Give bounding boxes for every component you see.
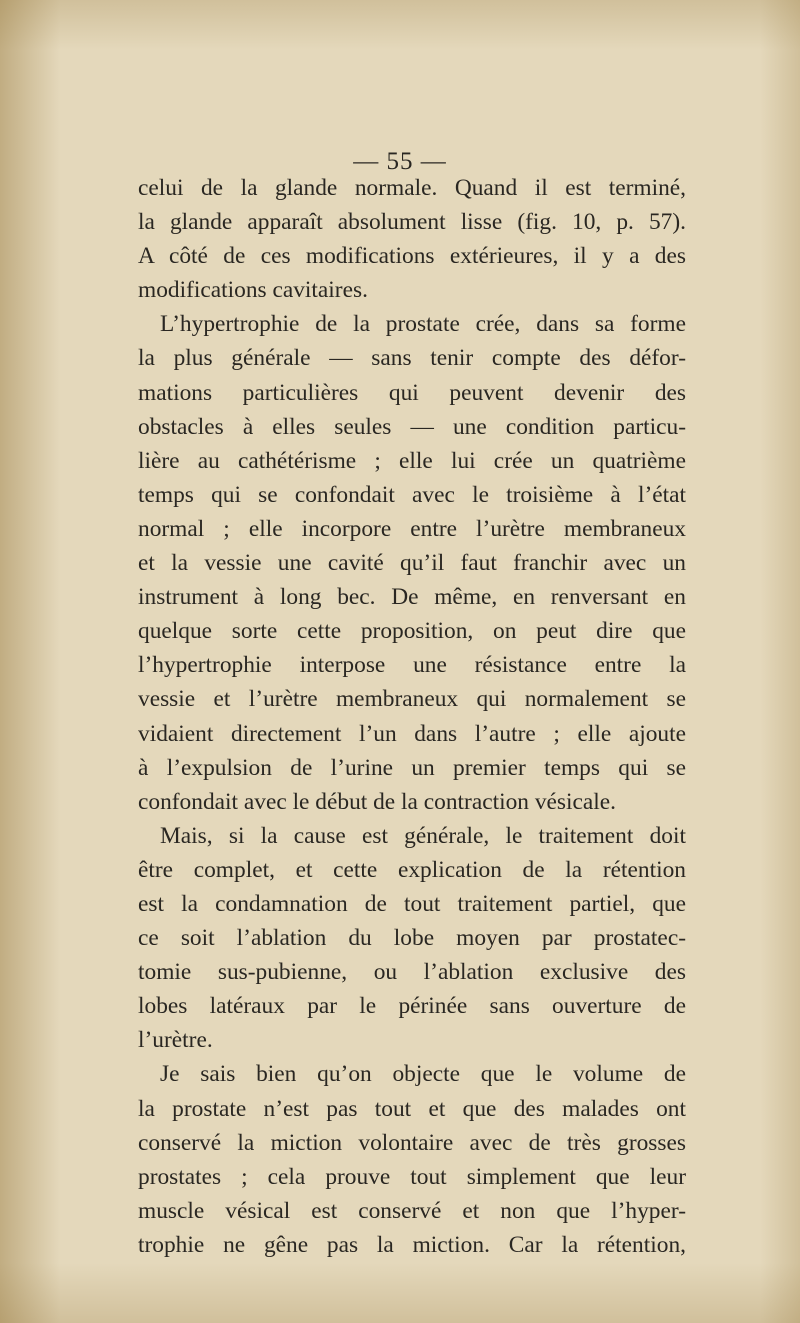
text-line: quelque sorte cette proposition, on peut dire que	[138, 618, 686, 645]
text-line: prostates ; cela prouve tout simplement que leur	[138, 1163, 686, 1190]
page-number: — 55 —	[353, 148, 447, 175]
text-line: lobes latéraux par le périnée sans ouverture de	[138, 993, 686, 1020]
text-line: mations particulières qui peuvent devenir des	[138, 379, 686, 406]
text-line: tomie sus-pubienne, ou l’ablation exclusive des	[138, 959, 686, 986]
text-line: confondait avec le début de la contraction vésicale.	[138, 788, 616, 815]
text-line: muscle vésical est conservé et non que l’hyper-	[138, 1197, 686, 1224]
text-line: A côté de ces modifications extérieures, il y a des	[138, 243, 686, 270]
text-line: est la condamnation de tout traitement partiel, que	[138, 890, 686, 917]
text-line: vidaient directement l’un dans l’autre ; elle ajoute	[138, 720, 686, 747]
text-line: ce soit l’ablation du lobe moyen par prostatec-	[138, 925, 686, 952]
text-line: la plus générale — sans tenir compte des défor-	[138, 345, 686, 372]
text-line: lière au cathétérisme ; elle lui crée un quatrième	[138, 447, 686, 474]
text-line: temps qui se confondait avec le troisième à l’état	[138, 481, 686, 508]
text-line: trophie ne gêne pas la miction. Car la rétention,	[138, 1231, 686, 1258]
text-line: la prostate n’est pas tout et que des malades ont	[138, 1095, 686, 1122]
text-line: modifications cavitaires.	[138, 277, 368, 304]
text-line: être complet, et cette explication de la rétention	[138, 856, 686, 883]
text-line: Je sais bien qu’on objecte que le volume de	[160, 1061, 686, 1088]
text-line: celui de la glande normale. Quand il est terminé,	[138, 175, 686, 201]
text-line: vessie et l’urètre membraneux qui normalement se	[138, 686, 686, 713]
text-line: conservé la miction volontaire avec de très grosses	[138, 1129, 686, 1156]
text-line: L’hypertrophie de la prostate crée, dans sa forme	[160, 311, 686, 338]
text-line: obstacles à elles seules — une condition particu-	[138, 413, 686, 440]
text-line: l’hypertrophie interpose une résistance entre la	[138, 652, 686, 679]
text-line: normal ; elle incorpore entre l’urètre membraneux	[138, 515, 686, 542]
text-line: Mais, si la cause est générale, le traitement doit	[160, 822, 686, 849]
text-line: l’urètre.	[138, 1027, 213, 1054]
text-line: instrument à long bec. De même, en renversant en	[138, 584, 686, 611]
text-line: la glande apparaît absolument lisse (fig. 10, p. 57).	[138, 209, 686, 236]
body-text	[138, 171, 686, 1262]
text-line: à l’expulsion de l’urine un premier temps qui se	[138, 754, 686, 781]
text-line: et la vessie une cavité qu’il faut franchir avec un	[138, 550, 686, 577]
